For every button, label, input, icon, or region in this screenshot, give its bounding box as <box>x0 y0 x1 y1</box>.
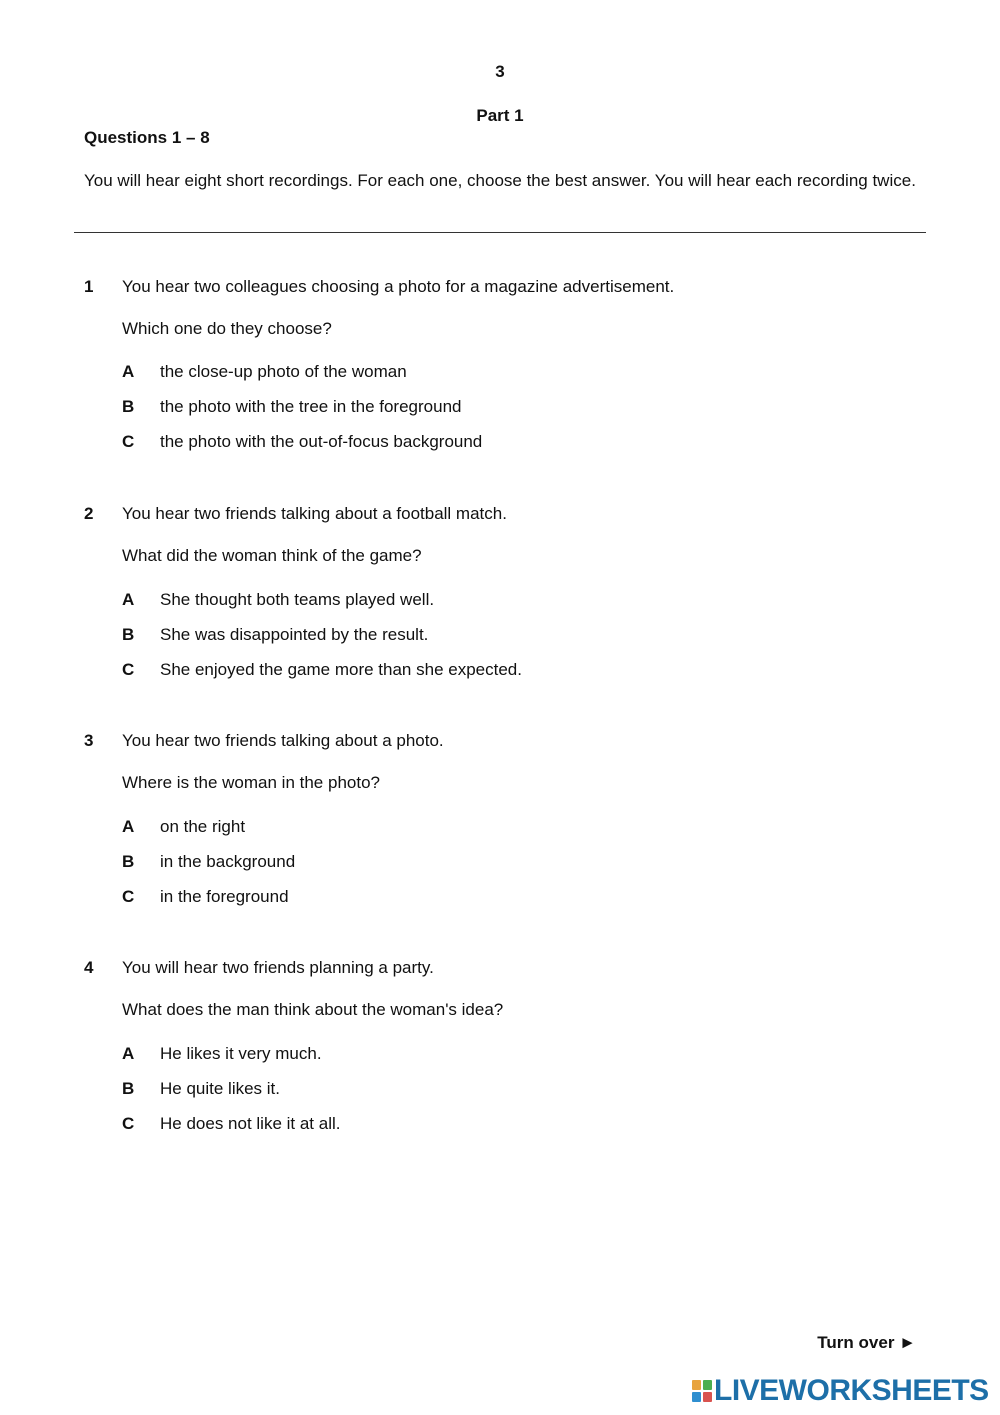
option-text: the photo with the out-of-focus background <box>160 432 483 451</box>
question-number: 2 <box>84 504 94 523</box>
question-context: You hear two friends talking about a football match. <box>122 504 507 523</box>
option-text: She was disappointed by the result. <box>160 625 429 644</box>
liveworksheets-logo-icon <box>692 1380 712 1402</box>
option-letter: A <box>122 362 135 381</box>
option-letter: B <box>122 1079 135 1098</box>
option-letter: C <box>122 887 135 906</box>
option-letter: B <box>122 625 135 644</box>
option-text: He does not like it at all. <box>160 1114 341 1133</box>
option-letter: A <box>122 1044 135 1063</box>
option-text: the photo with the tree in the foreground <box>160 397 462 416</box>
page-number: 3 <box>495 62 505 81</box>
question-context: You will hear two friends planning a party. <box>122 958 434 977</box>
question-prompt: What did the woman think of the game? <box>122 546 422 565</box>
option-text: She thought both teams played well. <box>160 590 435 609</box>
divider <box>74 232 926 233</box>
question-prompt: What does the man think about the woman's idea? <box>122 1000 504 1019</box>
option-text: in the background <box>160 852 296 871</box>
option-letter: B <box>122 397 135 416</box>
option-text: on the right <box>160 817 246 836</box>
question-prompt: Where is the woman in the photo? <box>122 773 380 792</box>
logo-tile <box>703 1380 712 1390</box>
brand-text: LIVEWORKSHEETS <box>714 1374 989 1407</box>
instructions: You will hear eight short recordings. For each one, choose the best answer. You will hear each recording twice. <box>84 171 916 190</box>
option-text: He quite likes it. <box>160 1079 280 1098</box>
option-text: in the foreground <box>160 887 289 906</box>
question-number: 4 <box>84 958 94 977</box>
part-title: Part 1 <box>476 106 524 125</box>
questions-range-heading: Questions 1 – 8 <box>84 128 210 147</box>
option-text: the close-up photo of the woman <box>160 362 407 381</box>
question-number: 1 <box>84 277 94 296</box>
question-prompt: Which one do they choose? <box>122 319 332 338</box>
question-context: You hear two colleagues choosing a photo for a magazine advertisement. <box>122 277 675 296</box>
option-text: She enjoyed the game more than she expected. <box>160 660 522 679</box>
option-letter: C <box>122 1114 135 1133</box>
liveworksheets-brand[interactable] <box>692 1374 989 1408</box>
option-letter: B <box>122 852 135 871</box>
question-number: 3 <box>84 731 94 750</box>
option-letter: A <box>122 817 135 836</box>
option-letter: C <box>122 660 135 679</box>
logo-tile <box>692 1380 701 1390</box>
question-context: You hear two friends talking about a photo. <box>122 731 444 750</box>
turn-over-label: Turn over ► <box>817 1333 916 1352</box>
option-letter: A <box>122 590 135 609</box>
option-text: He likes it very much. <box>160 1044 322 1063</box>
logo-tile <box>692 1392 701 1402</box>
option-letter: C <box>122 432 135 451</box>
logo-tile <box>703 1392 712 1402</box>
